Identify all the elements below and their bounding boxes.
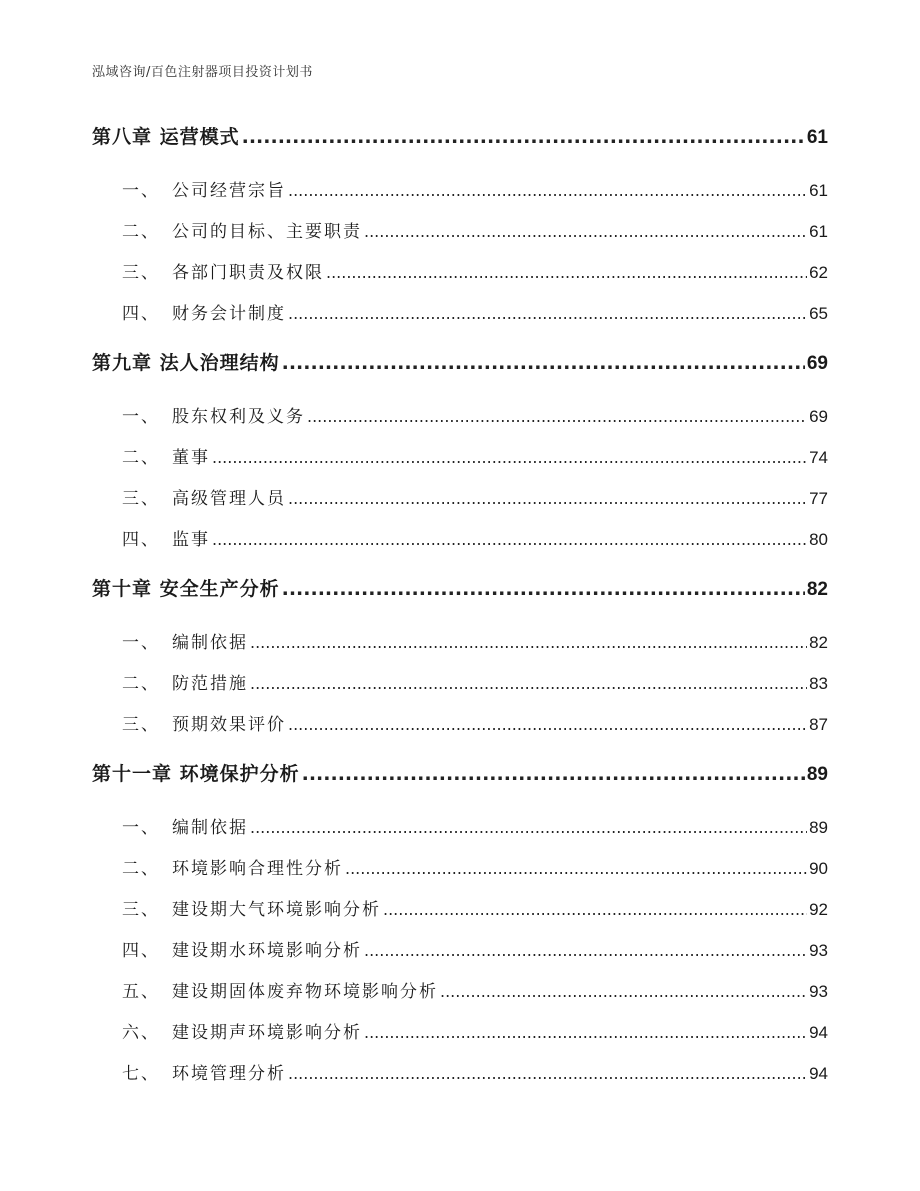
toc-section-title: 编制依据 xyxy=(172,633,248,653)
toc-section-number: 六、 xyxy=(122,1023,160,1043)
toc-page-number: 89 xyxy=(809,818,828,837)
toc-section-number: 一、 xyxy=(122,407,160,427)
toc-section[interactable] xyxy=(92,977,828,1002)
toc-section-title: 股东权利及义务 xyxy=(172,407,305,427)
toc-page-number: 69 xyxy=(809,407,828,426)
toc-chapter-9[interactable] xyxy=(92,348,828,375)
toc-leader-dots xyxy=(364,1023,807,1042)
toc-leader-dots xyxy=(288,489,807,508)
toc-section[interactable] xyxy=(92,402,828,427)
toc-section[interactable] xyxy=(92,813,828,838)
toc-chapter-title: 第八章 运营模式 xyxy=(92,126,240,148)
toc-leader-dots xyxy=(250,633,807,652)
toc-leader-dots xyxy=(250,674,807,693)
toc-section-number: 三、 xyxy=(122,715,160,735)
toc-page-number: 94 xyxy=(809,1023,828,1042)
toc-leader-dots xyxy=(282,352,805,374)
toc-section-number: 四、 xyxy=(122,941,160,961)
toc-section-title: 公司的目标、主要职责 xyxy=(172,222,362,242)
toc-leader-dots xyxy=(302,763,805,785)
toc-leader-dots xyxy=(307,407,807,426)
toc-section-title: 环境管理分析 xyxy=(172,1064,286,1084)
document-header: 泓域咨询/百色注射器项目投资计划书 xyxy=(92,65,313,80)
toc-section-number: 五、 xyxy=(122,982,160,1002)
toc-page-number: 90 xyxy=(809,859,828,878)
toc-section[interactable] xyxy=(92,1059,828,1084)
toc-section[interactable] xyxy=(92,176,828,201)
toc-section[interactable] xyxy=(92,484,828,509)
toc-section-title: 建设期水环境影响分析 xyxy=(172,941,362,961)
toc-section[interactable] xyxy=(92,443,828,468)
toc-leader-dots xyxy=(212,448,807,467)
toc-section[interactable] xyxy=(92,628,828,653)
toc-leader-dots xyxy=(364,941,807,960)
toc-chapter-title: 第十章 安全生产分析 xyxy=(92,578,280,600)
toc-section-title: 环境影响合理性分析 xyxy=(172,859,343,879)
toc-chapter-11[interactable] xyxy=(92,759,828,786)
toc-section-title: 高级管理人员 xyxy=(172,489,286,509)
toc-leader-dots xyxy=(288,715,807,734)
toc-page-number: 77 xyxy=(809,489,828,508)
toc-section-title: 建设期固体废弃物环境影响分析 xyxy=(172,982,438,1002)
toc-chapter-title: 第九章 法人治理结构 xyxy=(92,352,280,374)
toc-section-number: 四、 xyxy=(122,530,160,550)
toc-section[interactable] xyxy=(92,299,828,324)
toc-leader-dots xyxy=(242,126,805,148)
toc-page-number: 94 xyxy=(809,1064,828,1083)
toc-section-title: 编制依据 xyxy=(172,818,248,838)
toc-page-number: 62 xyxy=(809,263,828,282)
toc-page-number: 93 xyxy=(809,982,828,1001)
toc-section-number: 一、 xyxy=(122,633,160,653)
toc-leader-dots xyxy=(383,900,807,919)
toc-page-number: 61 xyxy=(809,222,828,241)
toc-section-title: 建设期大气环境影响分析 xyxy=(172,900,381,920)
toc-page-number: 93 xyxy=(809,941,828,960)
toc-leader-dots xyxy=(288,304,807,323)
toc-section-title: 公司经营宗旨 xyxy=(172,181,286,201)
toc-leader-dots xyxy=(212,530,807,549)
toc-leader-dots xyxy=(282,578,805,600)
toc-section[interactable] xyxy=(92,710,828,735)
toc-section-title: 预期效果评价 xyxy=(172,715,286,735)
toc-page-number: 74 xyxy=(809,448,828,467)
toc-section[interactable] xyxy=(92,895,828,920)
toc-page-number: 87 xyxy=(809,715,828,734)
toc-leader-dots xyxy=(288,1064,807,1083)
toc-section-number: 三、 xyxy=(122,900,160,920)
toc-chapter-8[interactable] xyxy=(92,122,828,149)
toc-section-title: 监事 xyxy=(172,530,210,550)
toc-section-title: 财务会计制度 xyxy=(172,304,286,324)
toc-section-title: 各部门职责及权限 xyxy=(172,263,324,283)
toc-page-number: 61 xyxy=(806,127,828,148)
toc-page-number: 80 xyxy=(809,530,828,549)
toc-page-number: 69 xyxy=(806,353,828,374)
toc-leader-dots xyxy=(326,263,807,282)
toc-page-number: 82 xyxy=(806,579,828,600)
toc-page-number: 89 xyxy=(806,764,828,785)
toc-section-title: 防范措施 xyxy=(172,674,248,694)
toc-section[interactable] xyxy=(92,936,828,961)
toc-leader-dots xyxy=(364,222,807,241)
toc-section-title: 建设期声环境影响分析 xyxy=(172,1023,362,1043)
toc-page-number: 61 xyxy=(809,181,828,200)
toc-page-number: 82 xyxy=(809,633,828,652)
toc-section[interactable] xyxy=(92,1018,828,1043)
toc-section[interactable] xyxy=(92,854,828,879)
toc-leader-dots xyxy=(345,859,807,878)
toc-page-number: 83 xyxy=(809,674,828,693)
toc-section-number: 三、 xyxy=(122,263,160,283)
toc-page-number: 65 xyxy=(809,304,828,323)
toc-section-title: 董事 xyxy=(172,448,210,468)
toc-section[interactable] xyxy=(92,217,828,242)
toc-chapter-title: 第十一章 环境保护分析 xyxy=(92,763,300,785)
toc-leader-dots xyxy=(440,982,807,1001)
toc-section[interactable] xyxy=(92,525,828,550)
toc-section-number: 二、 xyxy=(122,859,160,879)
toc-section-number: 二、 xyxy=(122,222,160,242)
toc-section-number: 一、 xyxy=(122,818,160,838)
toc-section-number: 一、 xyxy=(122,181,160,201)
toc-leader-dots xyxy=(250,818,807,837)
toc-page-number: 92 xyxy=(809,900,828,919)
toc-section-number: 七、 xyxy=(122,1064,160,1084)
toc-leader-dots xyxy=(288,181,807,200)
toc-section[interactable] xyxy=(92,258,828,283)
toc-section-number: 二、 xyxy=(122,448,160,468)
toc-chapter-10[interactable] xyxy=(92,574,828,601)
toc-section-number: 二、 xyxy=(122,674,160,694)
toc-section-number: 四、 xyxy=(122,304,160,324)
toc-section[interactable] xyxy=(92,669,828,694)
toc-section-number: 三、 xyxy=(122,489,160,509)
